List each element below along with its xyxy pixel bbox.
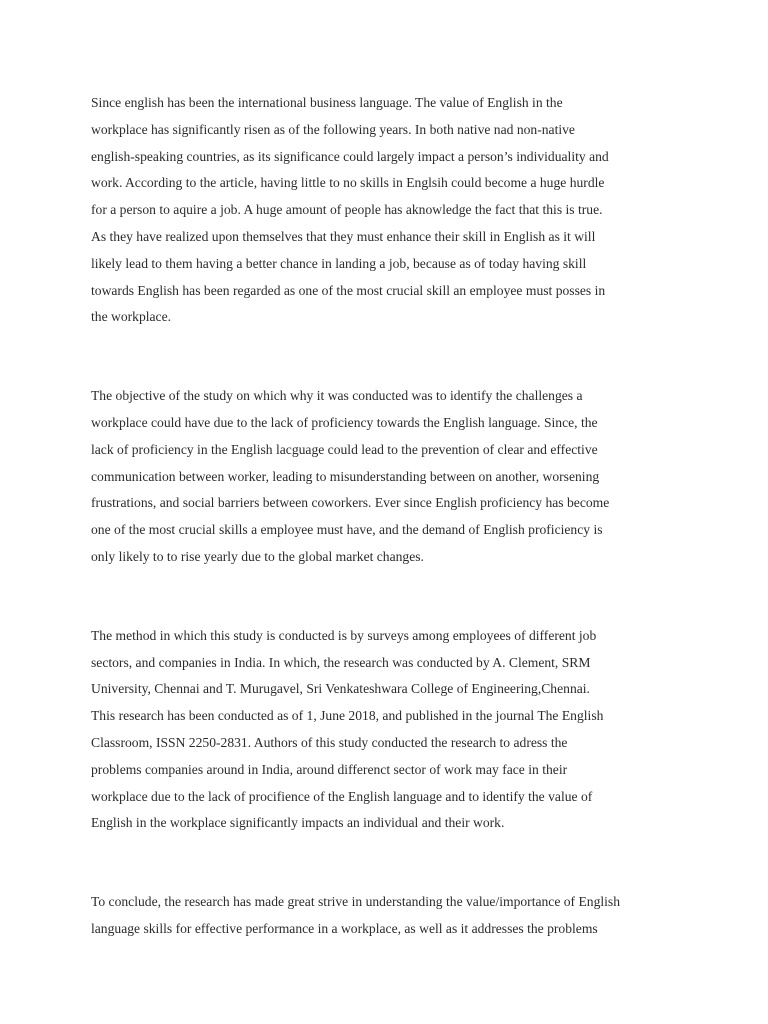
text-line: language skills for effective performance in a workplace, as well as it addresses the problems	[91, 920, 598, 936]
text-line: Since english has been the international business language. The value of English in the	[91, 95, 563, 110]
text-line: lack of proficiency in the English lacguage could lead to the prevention of clear and effective	[91, 441, 598, 457]
document-body	[91, 90, 681, 943]
text-line: workplace could have due to the lack of proficiency towards the English language. Since, the	[91, 414, 598, 430]
text-line: The objective of the study on which why it was conducted was to identify the challenges a	[91, 388, 583, 404]
text-line: This research has been conducted as of 1, June 2018, and published in the journal The English	[91, 708, 604, 724]
text-line: The method in which this study is conducted is by surveys among employees of different job	[91, 627, 597, 643]
paragraph-objective	[91, 383, 681, 571]
text-line: To conclude, the research has made great strive in understanding the value/importance of English	[91, 894, 621, 910]
text-line: problems companies around in India, around differenct sector of work may face in their	[91, 761, 568, 777]
text-line: workplace due to the lack of procifience of the English language and to identify the value of	[91, 788, 593, 804]
text-line: likely lead to them having a better chance in landing a job, because as of today having skill	[91, 255, 587, 271]
text-line: communication between worker, leading to misunderstanding between on another, worsening	[91, 468, 600, 484]
text-line: English in the workplace significantly impacts an individual and their work.	[91, 815, 505, 831]
text-line: for a person to aquire a job. A huge amount of people has aknowledge the fact that this is true.	[91, 202, 603, 218]
text-line: the workplace.	[91, 309, 172, 325]
text-line: sectors, and companies in India. In which, the research was conducted by A. Clement, SRM	[91, 654, 591, 670]
text-line: towards English has been regarded as one of the most crucial skill an employee must posses in	[91, 282, 606, 298]
text-line: only likely to to rise yearly due to the global market changes.	[91, 548, 424, 564]
text-line: english-speaking countries, as its significance could largely impact a person’s individuality and	[91, 148, 609, 164]
text-line: one of the most crucial skills a employee must have, and the demand of English proficiency is	[91, 522, 603, 538]
paragraph-conclusion	[91, 889, 681, 943]
text-line: University, Chennai and T. Murugavel, Sri Venkateshwara College of Engineering,Chennai.	[91, 681, 590, 697]
paragraph-method	[91, 623, 681, 837]
text-line: workplace has significantly risen as of the following years. In both native nad non-native	[91, 121, 575, 137]
text-line: Classroom, ISSN 2250-2831. Authors of this study conducted the research to adress the	[91, 734, 568, 750]
paragraph-introduction	[91, 90, 681, 331]
text-line: As they have realized upon themselves that they must enhance their skill in English as it will	[91, 228, 596, 244]
text-line: frustrations, and social barriers between coworkers. Ever since English proficiency has become	[91, 495, 610, 511]
text-line: work. According to the article, having little to no skills in Englsih could become a huge hurdle	[91, 175, 605, 191]
